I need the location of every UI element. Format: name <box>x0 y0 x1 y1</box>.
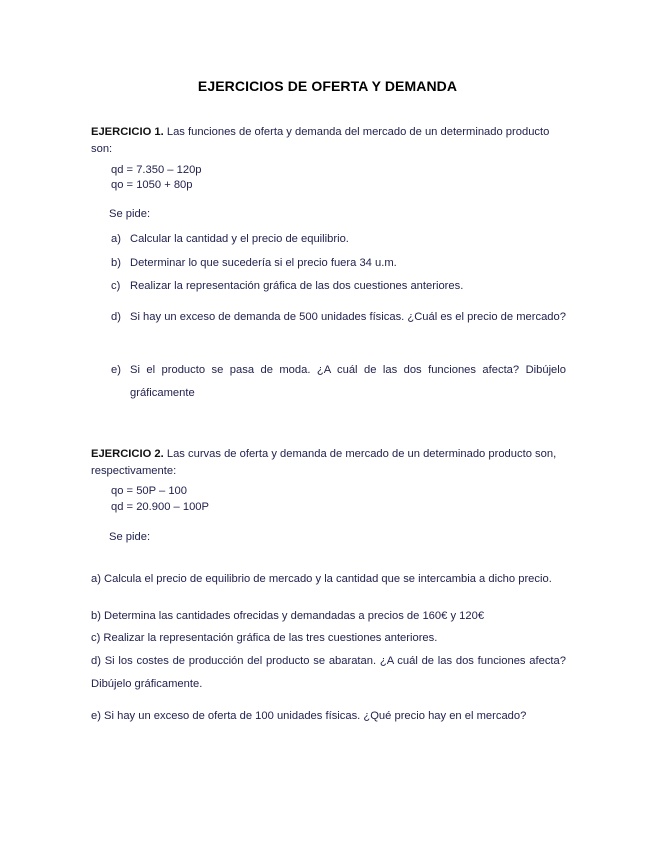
exercise-2-item-d: d) Si los costes de producción del producto se abaratan. ¿A cuál de las dos funciones afecta? Dibújelo gráficamente. <box>91 655 566 690</box>
exercise-1-equation-demand: qd = 7.350 – 120p <box>111 164 202 176</box>
exercise-2-item-a: a) Calcula el precio de equilibrio de mercado y la cantidad que se intercambia a dicho precio. <box>91 573 552 585</box>
exercise-2-equation-demand: qd = 20.900 – 100P <box>111 501 209 513</box>
exercise-2-item-c: c) Realizar la representación gráfica de las tres cuestiones anteriores. <box>91 632 438 644</box>
exercise-1-item-b <box>111 252 566 275</box>
exercise-1-item-a <box>111 228 566 251</box>
exercise-1-item-c <box>111 275 566 298</box>
exercise-1-item-e <box>111 359 566 405</box>
item-text: Calcular la cantidad y el precio de equilibrio. <box>130 233 349 245</box>
item-marker: e) <box>111 364 121 376</box>
exercise-1-equation-supply: qo = 1050 + 80p <box>111 179 193 191</box>
exercise-2-item-e: e) Si hay un exceso de oferta de 100 unidades físicas. ¿Qué precio hay en el mercado? <box>91 710 527 722</box>
item-text: Si hay un exceso de demanda de 500 unidades físicas. ¿Cuál es el precio de mercado? <box>130 311 566 323</box>
exercise-2-statement <box>91 446 566 479</box>
exercise-1-label: EJERCICIO 1. <box>91 126 164 138</box>
exercise-2-item-b: b) Determina las cantidades ofrecidas y demandadas a precios de 160€ y 120€ <box>91 610 485 622</box>
item-text: Realizar la representación gráfica de las dos cuestiones anteriores. <box>130 280 464 292</box>
page-title: EJERCICIOS DE OFERTA Y DEMANDA <box>197 78 458 94</box>
item-marker: d) <box>111 311 121 323</box>
exercise-1-statement <box>91 124 566 157</box>
item-marker: b) <box>111 257 121 269</box>
exercise-2-text: Las curvas de oferta y demanda de mercado de un determinado producto son, respectivamente: <box>91 448 557 477</box>
item-marker: c) <box>111 280 121 292</box>
exercise-1-text: Las funciones de oferta y demanda del mercado de un determinado producto son: <box>91 126 550 155</box>
exercise-1-item-d <box>111 306 566 329</box>
item-text: Si el producto se pasa de moda. ¿A cuál de las dos funciones afecta? Dibújelo gráficamente <box>130 364 566 399</box>
item-marker: a) <box>111 233 121 245</box>
exercise-1-se-pide: Se pide: <box>109 208 151 220</box>
exercise-2-label: EJERCICIO 2. <box>91 448 164 460</box>
item-text: Determinar lo que sucedería si el precio fuera 34 u.m. <box>130 257 397 269</box>
exercise-2-equation-supply: qo = 50P – 100 <box>111 485 188 497</box>
exercise-2-se-pide: Se pide: <box>109 531 151 543</box>
